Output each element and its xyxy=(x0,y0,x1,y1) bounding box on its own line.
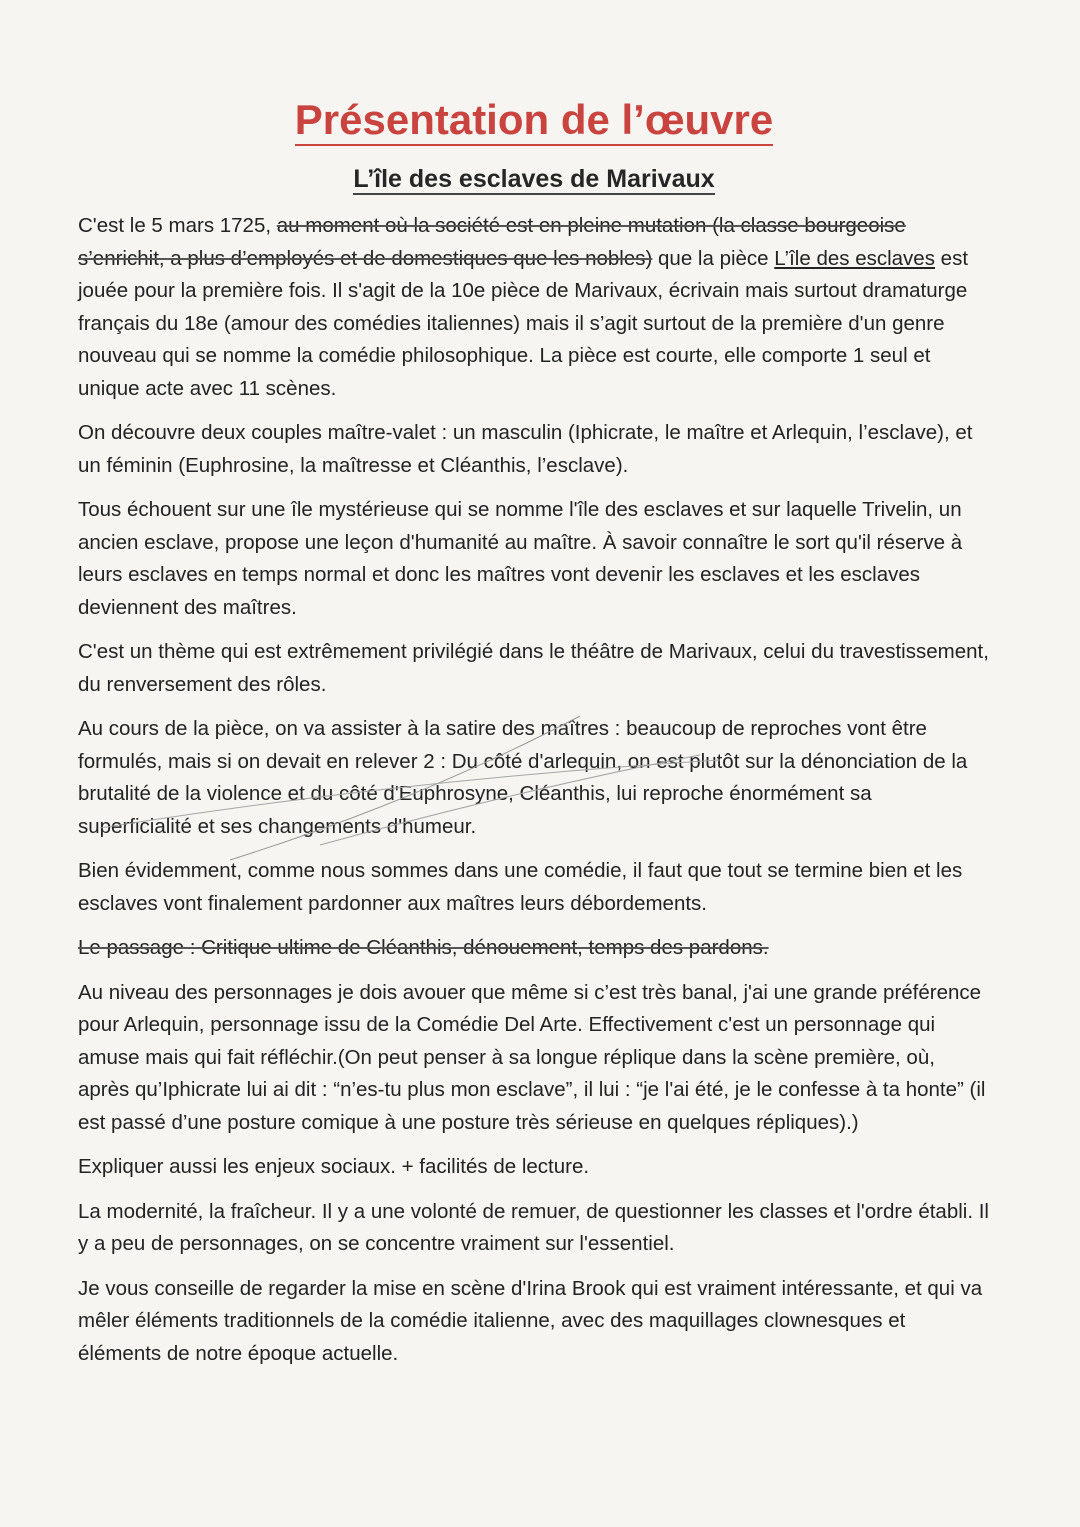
paragraph-explain: Expliquer aussi les enjeux sociaux. + facilités de lecture. xyxy=(78,1155,590,1178)
paragraph-intro xyxy=(78,210,990,405)
page-title-text: Présentation de l’œuvre xyxy=(295,96,773,146)
paragraph-staging: Je vous conseille de regarder la mise en scène d'Irina Brook qui est vraiment intéressante, et qui va mêler éléments traditionnels de la comédie italienne, avec des maquillages clownesques et éléments de notre époque actuelle. xyxy=(78,1276,983,1365)
paragraph-modernity: La modernité, la fraîcheur. Il y a une volonté de remuer, de questionner les classes et l'ordre établi. Il y a peu de personnages, on se concentre vraiment sur l'essentiel. xyxy=(78,1199,989,1255)
paragraph-passage: Le passage : Critique ultime de Cléanthis, dénouement, temps des pardons. xyxy=(78,936,769,959)
intro-text-middle: que la pièce xyxy=(652,246,775,270)
page-subtitle-text: L’île des esclaves de Marivaux xyxy=(353,165,715,193)
paragraph-satire: Au cours de la pièce, on va assister à la satire des maîtres : beaucoup de reproches vont être formulés, mais si on devait en relever 2 : Du côté d'arlequin, on est plutôt sur la dénonciation de la brutalité de la violence et du côté d'Euphrosyne, Cléanthis, lui reproche énormément sa superficialité et ses changements d'humeur. xyxy=(78,717,968,838)
intro-text-end: est jouée pour la première fois. Il s'agit de la 10e pièce de Marivaux, écrivain mais surtout dramaturge français du 18e (amour des comédies italiennes) mais il s’agit surtout de la première d'un genre nouveau qui se nomme la comédie philosophique. La pièce est courte, elle comporte 1 seul et unique acte avec 11 scènes. xyxy=(78,246,969,400)
paragraph-theme: C'est un thème qui est extrêmement privilégié dans le théâtre de Marivaux, celui du travestissement, du renversement des rôles. xyxy=(78,640,989,696)
paragraph-island: Tous échouent sur une île mystérieuse qui se nomme l'île des esclaves et sur laquelle Trivelin, un ancien esclave, propose une leçon d'humanité au maître. À savoir connaître le sort qu'il réserve à leurs esclaves en temps normal et donc les maîtres vont devenir les esclaves et les esclaves deviennent des maîtres. xyxy=(78,498,963,619)
intro-work-title: L’île des esclaves xyxy=(774,246,935,270)
intro-text-start: C'est le 5 mars 1725, xyxy=(78,214,277,237)
intro-struck-text: au moment où la société est en pleine mutation (la classe bourgeoise s’enrichit, a plus d’employés et de domestiques que les nobles) xyxy=(78,214,906,270)
page-title xyxy=(78,88,990,152)
page-subtitle xyxy=(78,162,990,196)
paragraph-ending: Bien évidemment, comme nous sommes dans une comédie, il faut que tout se termine bien et les esclaves vont finalement pardonner aux maîtres leurs débordements. xyxy=(78,859,963,915)
paragraph-arlequin: Au niveau des personnages je dois avouer que même si c’est très banal, j'ai une grande préférence pour Arlequin, personnage issu de la Comédie Del Arte. Effectivement c'est un personnage qui amuse mais qui fait réfléchir.(On peut penser à sa longue réplique dans la scène première, où, après qu’Iphicrate lui ai dit : “n’es-tu plus mon esclave”, il lui : “je l'ai été, je le confesse à ta honte” (il est passé d’une posture comique à une posture très sérieuse en quelques répliques).) xyxy=(78,980,986,1134)
paragraph-characters: On découvre deux couples maître-valet : un masculin (Iphicrate, le maître et Arlequin, l’esclave), et un féminin (Euphrosine, la maîtresse et Cléanthis, l’esclave). xyxy=(78,421,973,477)
